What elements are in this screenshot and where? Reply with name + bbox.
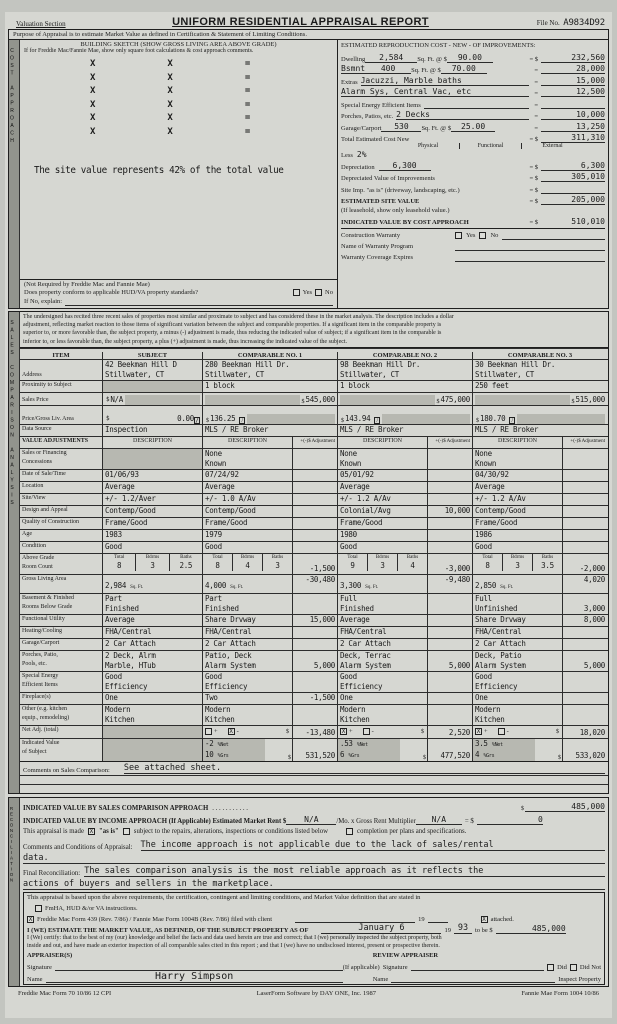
heating-cooling-row: Heating/Cooling FHA/Central FHA/Central FHA/Central FHA/Central — [20, 626, 608, 638]
comp1-minus-checkbox[interactable]: X — [229, 728, 233, 736]
comp3-plus-checkbox[interactable]: X — [476, 728, 481, 736]
blank-comment-line[interactable] — [20, 784, 608, 793]
room-count-row: Above Grade Room Count Total Bdrms Baths 8 3 2.5 Total Bdrms Baths 8 4 3 -1,500 Total Bdrms Baths 9 3 4 -3,000 Total Bdrms Baths 8 3 3.5 -2,000 — [20, 553, 608, 574]
reconciliation-section: RECONCILIATION INDICATED VALUE BY SALES COMPARISON APPROACH . . . . . . . . . . . $ 485,000 INDICATED VALUE BY INCOME APPROACH (If Applicable) Estimated Market Rent $ N/A /Mo. x Gross Rent Multiplier N/A = $ 0 This appraisal is made X "as is" subject to the repairs, alterations, inspections or conditions listed below completion per plans and specifications. Comments and Conditions of Appraisal: The income approach is not applicable due to the lack of sales/rental data. Final Reconciliation: The sales comparison analysis is the most reliable approach as it reflects the actions of buyers and sellers in the marketplace. This appraisal is based upon the above requirements, the certification, contingent and limiting conditions, and Market Value definition that are stated in FmHA, HUD &/or VA instructions. X Freddie Mac Form 439 (Rev. 7/86) / Fannie Mae Form 1004B (Rev. 7/86) filed with client 19 X attached. I (WE) ESTIMATE THE MARKET VALUE, AS DEFINED, OF THE SUBJECT PROPERTY AS OF January 6 19 93 to be $ 485,000 I (We) certify: that to the best of my (our) knowledge and belief the facts and data used herein are true and correct; that I (we) personally inspected the subject property, both inside and out, and have made an exterior inspection of all comparable sales cited in this report ; and that I (we) have no undisclosed interest, present or prospective therein. APPRAISER(S) Signature Name Harry Simpson REVIEW APPRAISER (If applicable) Signature Did Did Not Name Inspect Property — [8, 797, 609, 987]
site-view-row: Site/View +/- 1.2/Aver +/- 1.0 A/Av +/- 1.2 A/Av +/- 1.2 A/Av — [20, 493, 608, 505]
porches-row: Porches, Patio, Pools, etc. 2 Deck, Alrm Marble, HTub Patio, Deck Alarm System 5,000 Deck, Terrac Alarm System 5,000 Deck, Patio Alarm System 5,000 — [20, 650, 608, 671]
appraiser-block: APPRAISER(S) Signature Name Harry Simpson REVIEW APPRAISER (If applicable) Signature Did Did Not Name Inspect Property — [27, 951, 601, 983]
did-not-checkbox[interactable] — [570, 964, 577, 971]
building-sketch-panel — [20, 40, 338, 308]
footer-center: LaserForm Software by DAY ONE, Inc. 1987 — [256, 989, 376, 997]
location-row: Location Average Average Average Average — [20, 481, 608, 493]
form-header — [8, 14, 609, 29]
other-row: Other (e.g. kitchen equip., remodeling) Modern Kitchen Modern Kitchen Modern Kitchen Modern Kitchen — [20, 704, 608, 725]
depreciated-value-amount[interactable]: 305,010 — [541, 172, 605, 182]
review-name-field[interactable] — [391, 982, 555, 983]
comp1-indicated-value: 531,520 — [292, 739, 337, 761]
proximity-row: Proximity to Subject 1 block 1 block 250 feet — [20, 380, 608, 392]
hud-yes-checkbox[interactable] — [293, 289, 300, 296]
dwelling-rate[interactable]: 90.00 — [447, 53, 493, 63]
cost-approach-side-label: COST APPROACH — [9, 40, 20, 308]
freddie-form-checkbox[interactable]: X — [28, 915, 33, 923]
grm-value[interactable]: N/A — [416, 815, 462, 825]
warranty-name-field[interactable] — [455, 242, 605, 251]
sketch-title: BUILDING SKETCH (SHOW GROSS LIVING AREA ABOVE GRADE) — [80, 41, 277, 48]
hud-va-panel: (Not Required by Freddie Mac and Fannie Mae) Does property conform to applicable HUD/VA property standards? Yes No If No, explain: — [20, 279, 337, 308]
explain-label: If No, explain: — [24, 298, 63, 305]
garage-area[interactable]: 530 — [381, 122, 421, 132]
sales-comparison-table — [20, 312, 608, 793]
sketch-subtitle: If for Freddie Mac/Fannie Mae, show only square foot calculations & cost approach comments. — [24, 48, 254, 54]
porches-amount[interactable]: 10,000 — [541, 110, 605, 120]
garage-cost-amount[interactable]: 13,250 — [541, 122, 605, 132]
extras2-text[interactable]: Alarm Sys, Central Vac, etc — [341, 87, 529, 97]
comp1-price: 545,000 — [305, 394, 335, 404]
warranty-expires-field[interactable] — [455, 253, 605, 262]
dwelling-amount[interactable]: 232,560 — [541, 53, 605, 63]
data-source-row: Data Source Inspection MLS / RE Broker MLS / RE Broker MLS / RE Broker — [20, 424, 608, 436]
comp2-indicated-value: 477,520 — [427, 739, 472, 761]
comp3-price: 515,000 — [575, 394, 605, 404]
financing-row: Sales or Financing Concessions None Known None Known None Known — [20, 448, 608, 469]
reconciliation-side-label: RECONCILIATION — [9, 798, 20, 986]
review-signature-field[interactable] — [411, 970, 545, 971]
sketch-calc-grid: X X = X X = X X = X X = X X = X X = — [90, 59, 251, 137]
garage-rate[interactable]: 25.00 — [451, 122, 495, 132]
indicated-value-row: Indicated Value of Subject -2 %Net 10 %Grs $ 531,520 .53 %Net 6 %Grs $ 477,520 3.5 %Net 4 %Grs $ 533,020 — [20, 738, 608, 761]
extras-text[interactable]: Jacuzzi, Marble baths — [361, 76, 530, 86]
date-of-sale-row: Date of Sale/Time 01/06/93 07/24/92 05/01/92 04/30/92 — [20, 469, 608, 481]
file-number-value: A9834D92 — [563, 18, 605, 28]
conform-question: Does property conform to applicable HUD/VA property standards? — [24, 289, 199, 296]
bsmt-amount[interactable]: 28,000 — [541, 64, 605, 74]
dwelling-area[interactable]: 2,584 — [365, 53, 417, 63]
comp2-price: 475,000 — [440, 394, 470, 404]
reproduction-cost-panel: ESTIMATED REPRODUCTION COST - NEW - OF IMPROVEMENTS: Dwelling 2,584 Sq. Ft. @ $ 90.00 = $ 232,560 Bsmnt 400 Sq. Ft. @ $ 70.00 = 28,000 Extras Jacuzzi, Marble baths = 15,000 Alarm Sys, Central Vac, etc = 12,500 Special Energy Efficient Items = Porches, Patios, etc. 2 Decks = 10,000 Garage/Carport 530 Sq. Ft. @ $ 25.00 = 13,250 Total Estimated Cost New = $ 311,310 Physical Functional External Less 2% Depreciation 6,300 = $ 6,300 Depreciated Value of Improvements = $ 305,010 Site Imp. "as is" (driveway, landscaping, etc.) = $ ESTIMATED SITE VALUE = $ 205,000 (If leasehold, show only leasehold value.) INDICATED VALUE BY COST APPROACH = $ 510,010 Construction Warranty Yes No Name of Warranty Program Warranty Coverage Expires — [338, 40, 608, 308]
final-reconciliation-line2[interactable]: actions of buyers and sellers in the marketplace. — [23, 879, 605, 890]
age-row: Age 1983 1979 1980 1986 — [20, 529, 608, 541]
not-required-note: (Not Required by Freddie Mac and Fannie Mae) — [24, 281, 150, 288]
depreciation-physical[interactable]: 6,300 — [379, 161, 431, 171]
warranty-no-checkbox[interactable] — [479, 232, 486, 239]
depreciation-columns: Physical Functional External — [397, 143, 605, 149]
fmha-checkbox[interactable] — [35, 905, 42, 912]
appraisers-heading: APPRAISER(S) — [27, 951, 73, 959]
explain-field[interactable] — [65, 297, 333, 306]
fireplace-row: Fireplace(s) One Two -1,500 One One — [20, 692, 608, 704]
warranty-yes-checkbox[interactable] — [455, 232, 462, 239]
sales-comparison-section — [8, 311, 609, 794]
cost-approach-section — [8, 39, 609, 309]
less-percent[interactable]: 2% — [356, 150, 367, 159]
sales-comments-row: Comments on Sales Comparison: See attached sheet. — [20, 761, 608, 775]
comp3-minus-checkbox[interactable] — [498, 728, 505, 735]
cost-title: ESTIMATED REPRODUCTION COST - NEW - OF IMPROVEMENTS: — [341, 42, 536, 49]
final-value[interactable]: 485,000 — [496, 924, 566, 934]
energy-field[interactable] — [424, 100, 530, 109]
extras2-amount[interactable]: 12,500 — [541, 87, 605, 97]
scanned-form-page — [5, 12, 612, 1018]
certification-box: This appraisal is based upon the above requirements, the certification, contingent and limiting conditions, and Market Value definition that are stated in FmHA, HUD &/or VA instructions. X Freddie Mac Form 439 (Rev. 7/86) / Fannie Mae Form 1004B (Rev. 7/86) filed with client 19 X attached. I (WE) ESTIMATE THE MARKET VALUE, AS DEFINED, OF THE SUBJECT PROPERTY AS OF January 6 19 93 to be $ 485,000 I (We) certify: that to the best of my (our) knowledge and belief the facts and data used herein are true and correct; that I (we) personally inspected the subject property, both inside and out, and have made an exterior inspection of all comparable sales cited in this report ; and that I (we) have no undisclosed interest, present or prospective therein. APPRAISER(S) Signature Name Harry Simpson REVIEW APPRAISER (If applicable) Signature Did Did Not Name Inspect Property — [23, 892, 605, 985]
blank-comment-line[interactable] — [20, 775, 608, 784]
per-sqft-icon: / — [195, 416, 199, 424]
hud-no-checkbox[interactable] — [315, 289, 322, 296]
sales-approach-value-label: INDICATED VALUE BY SALES COMPARISON APPROACH — [23, 804, 209, 812]
address-row: Address 42 Beekman Hill D Stillwater, CT 280 Beekman Hill Dr. Stillwater, CT 98 Beekman Hill Dr. Stillwater, CT 30 Beekman Hill Dr. Stillwater, CT — [20, 359, 608, 380]
page-title: UNIFORM RESIDENTIAL APPRAISAL REPORT — [172, 16, 429, 28]
warranty-panel: Construction Warranty Yes No Name of Warranty Program Warranty Coverage Expires — [341, 228, 605, 265]
based-upon-text: This appraisal is based upon the above requirements, the certification, contingent and limiting conditions, and Market Value definition that are stated in — [27, 893, 421, 901]
conditions-comment-line2[interactable]: data. — [23, 853, 605, 864]
market-rent-value[interactable]: N/A — [286, 815, 336, 825]
effective-date[interactable]: January 6 — [321, 923, 441, 934]
comp1-plus-checkbox[interactable] — [205, 728, 212, 735]
per-sqft-icon: / — [509, 417, 515, 424]
cost-approach-value[interactable]: 510,010 — [571, 216, 605, 226]
energy-items-row: Special Energy Efficient Items Good Efficiency Good Efficiency Good Efficiency Good Efficiency — [20, 671, 608, 692]
gross-living-area-row: Gross Living Area 2,984 Sq. Ft. 4,000 Sq. Ft. -30,480 3,300 Sq. Ft. -9,480 2,850 Sq. Ft. 4,020 — [20, 574, 608, 593]
conditions-comment-line1[interactable]: The income approach is not applicable due to the lack of sales/rental — [141, 840, 606, 851]
per-sqft-icon: / — [374, 417, 380, 424]
sales-comparison-side-label: SALES COMPARISON ANALYSIS — [9, 312, 20, 793]
bsmt-area[interactable]: 400 — [365, 64, 411, 74]
sales-price-row: Sales Price $ N/A $ 545,000 $ 475,000 $ 515,000 — [20, 392, 608, 405]
appraiser-name[interactable]: Harry Simpson — [46, 971, 343, 983]
comp2-minus-checkbox[interactable] — [363, 728, 370, 735]
functional-utility-row: Functional Utility Average Share Drvway 15,000 Average Share Drvway 8,000 — [20, 614, 608, 626]
income-approach-value[interactable]: 0 — [477, 815, 543, 825]
value-adjustments-header: VALUE ADJUSTMENTS DESCRIPTION DESCRIPTION +(-)$ Adjustment DESCRIPTION +(-)$ Adjustment DESCRIPTION +(-)$ Adjustment — [20, 436, 608, 448]
purpose-line: Purpose of Appraisal is to estimate Market Value as defined in Certification & Statement of Limiting Conditions. — [8, 29, 609, 39]
comp2-plus-checkbox[interactable]: X — [341, 728, 346, 736]
comp3-indicated-value: 533,020 — [562, 739, 607, 761]
extras-amount[interactable]: 15,000 — [541, 76, 605, 86]
certify-paragraph: I (We) certify: that to the best of my (our) knowledge and belief the facts and data used herein are true and correct; that I (we) personally inspected the subject property, both inside and out, and have made an exterior inspection of all comparable sales cited in this report ; and that I (we) have no undisclosed interest, present or prospective therein. — [27, 934, 442, 950]
file-number: File No. A9834D92 — [536, 18, 605, 28]
footer-right: Fannie Mae Form 1004 10/86 — [521, 989, 599, 997]
depreciation-amount[interactable]: 6,300 — [541, 161, 605, 171]
filed-client-field[interactable] — [295, 915, 415, 923]
warranty-field[interactable] — [502, 231, 605, 240]
effective-year[interactable]: 93 — [454, 923, 472, 934]
review-appraiser-heading: REVIEW APPRAISER — [372, 951, 439, 959]
table-header-row: ITEM SUBJECT COMPARABLE NO. 1 COMPARABLE NO. 2 COMPARABLE NO. 3 — [20, 348, 608, 359]
form-footer — [8, 987, 609, 997]
basement-row: Basement & Finished Rooms Below Grade Part Finished Part Finished Full Finished Full Unfinished 3,000 — [20, 593, 608, 614]
valuation-section-label: Valuation Section — [16, 20, 66, 28]
sales-intro-paragraph: The undersigned has recited three recent sales of properties most similar and proximate to subject and has considered these in the market analysis. The description includes a dollar adjustment, reflecting market reaction to those items of significant variation between the subject and comparable properties. If a significant item in the comparable property is superior to, or more favorable than, the subject property, a minus (-) adjustment is made, thus reducing the indicated value of subject; if a significant item in the comparable is inferior to, or less favorable than, the subject property, a plus (+) adjustment is made, thus increasing the indicated value of the subject. — [20, 312, 608, 348]
sales-approach-value[interactable]: 485,000 — [525, 802, 605, 812]
sales-comments-value[interactable]: See attached sheet. — [124, 763, 605, 774]
subject-to-checkbox[interactable] — [123, 828, 130, 835]
bsmt-rate[interactable]: 70.00 — [441, 64, 487, 74]
site-value-comment: The site value represents 42% of the total value — [34, 165, 284, 176]
quality-row: Quality of Construction Frame/Good Frame/Good Frame/Good Frame/Good — [20, 517, 608, 529]
attached-checkbox[interactable]: X — [482, 915, 486, 923]
completion-checkbox[interactable] — [346, 828, 353, 835]
final-reconciliation-line1[interactable]: The sales comparison analysis is the most reliable approach as it reflects the — [84, 866, 605, 877]
design-appeal-row: Design and Appeal Contemp/Good Contemp/Good Colonial/Avg 10,000 Contemp/Good — [20, 505, 608, 517]
porches-text[interactable]: 2 Decks — [396, 110, 529, 120]
price-gla-row: Price/Gross Liv. Area $ 0.00 / $ 136.25 / $ 143.94 / $ 180.70 / — [20, 405, 608, 424]
as-is-checkbox[interactable]: X — [89, 827, 94, 835]
net-adjustment-row: Net Adj. (total) + X - $ -13,480 X + - $ 2,520 X + - $ 18,020 — [20, 725, 608, 738]
site-value-amount[interactable]: 205,000 — [541, 195, 605, 205]
total-cost-amount[interactable]: 311,310 — [541, 133, 605, 143]
per-sqft-icon: / — [239, 417, 245, 424]
condition-row: Condition Good Good Good Good — [20, 541, 608, 553]
did-checkbox[interactable] — [547, 964, 554, 971]
footer-left: Freddie Mac Form 70 10/86 12 CPI — [18, 989, 112, 997]
garage-carport-row: Garage/Carport 2 Car Attach 2 Car Attach 2 Car Attach 2 Car Attach — [20, 638, 608, 650]
